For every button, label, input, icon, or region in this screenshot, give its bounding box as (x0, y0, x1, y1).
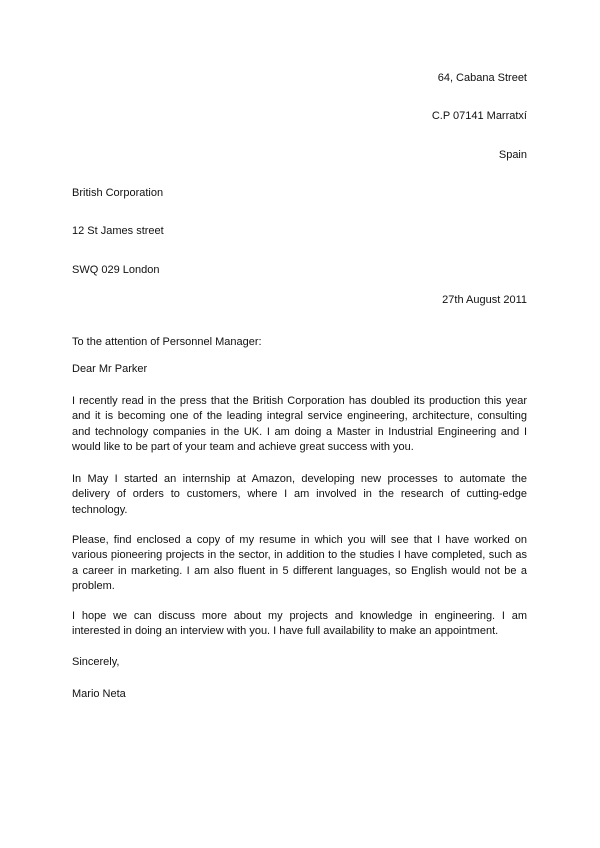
recipient-postcode-city: SWQ 029 London (72, 264, 160, 276)
signature-name: Mario Neta (72, 688, 126, 700)
recipient-street: 12 St James street (72, 225, 164, 237)
paragraph-line: and technology companies in the UK. I am doing a Master in Industrial Engineering and I (72, 425, 527, 438)
letter-date: 27th August 2011 (442, 294, 527, 306)
paragraph-line: Please, find enclosed a copy of my resume in which you will see that I have worked on (72, 534, 527, 546)
sender-country: Spain (498, 149, 527, 161)
sender-street: 64, Cabana Street (437, 72, 527, 84)
attention-line: To the attention of Personnel Manager: (72, 336, 262, 348)
paragraph-line: I recently read in the press that the British Corporation has doubled its production this year (72, 395, 527, 407)
body-paragraph-2 (72, 472, 527, 518)
salutation: Dear Mr Parker (72, 363, 148, 375)
paragraph-line: technology. (72, 503, 128, 516)
paragraph-line: various pioneering projects in the sector, in addition to the studies I have completed, such as (72, 549, 527, 562)
body-paragraph-4 (72, 609, 527, 640)
sender-postcode-city: C.P 07141 Marratxí (431, 110, 527, 122)
paragraph-line: problem. (72, 579, 115, 592)
paragraph-line: I hope we can discuss more about my projects and knowledge in engineering. I am (72, 610, 527, 622)
body-paragraph-3 (72, 533, 527, 594)
paragraph-line: would like to be part of your team and achieve great success with you. (72, 440, 414, 453)
closing: Sincerely, (72, 656, 120, 668)
body-paragraph-1 (72, 394, 527, 455)
paragraph-line: In May I started an internship at Amazon, developing new processes to automate the (72, 473, 527, 485)
recipient-company: British Corporation (72, 187, 164, 199)
paragraph-line: delivery of orders to customers, where I am involved in the research of cutting-edge (72, 488, 527, 501)
paragraph-line: and it is becoming one of the leading integral service engineering, architecture, consulting (72, 410, 527, 423)
paragraph-line: a career in marketing. I am also fluent in 5 different languages, so English would not be a (72, 564, 527, 577)
paragraph-line: interested in doing an interview with you. I have full availability to make an appointment. (72, 625, 499, 638)
